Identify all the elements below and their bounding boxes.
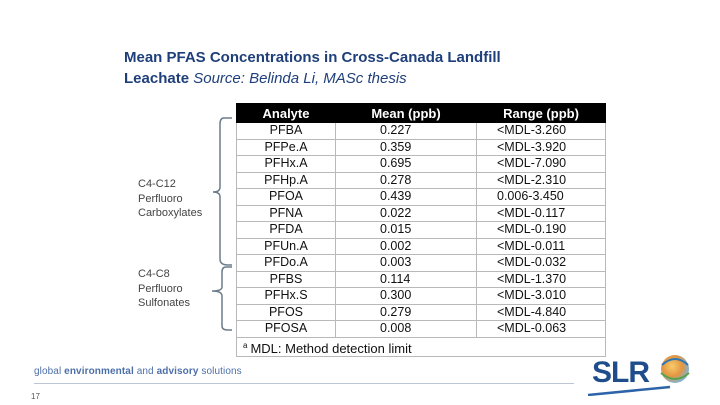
range-cell: <MDL-0.117 — [477, 205, 606, 222]
mean-cell: 0.278 — [336, 172, 477, 189]
mean-cell: 0.439 — [336, 189, 477, 206]
mean-cell: 0.015 — [336, 222, 477, 239]
carboxylates-line-1: C4-C12 — [138, 178, 176, 190]
range-cell: <MDL-0.032 — [477, 255, 606, 272]
header-mean: Mean (ppb) — [336, 104, 477, 123]
sulfonate-brace — [212, 267, 232, 330]
range-cell: <MDL-0.063 — [477, 321, 606, 338]
title-source: Source: Belinda Li, MASc thesis — [193, 70, 407, 87]
range-cell: <MDL-3.010 — [477, 288, 606, 305]
analyte-cell: PFHx.A — [237, 156, 336, 173]
carboxylates-line-3: Carboxylates — [138, 207, 203, 219]
mean-cell: 0.114 — [336, 271, 477, 288]
range-cell: <MDL-4.840 — [477, 304, 606, 321]
mean-cell: 0.008 — [336, 321, 477, 338]
range-cell: <MDL-1.370 — [477, 271, 606, 288]
range-cell: <MDL-7.090 — [477, 156, 606, 173]
tagline-part-2: and — [133, 366, 157, 377]
mean-cell: 0.003 — [336, 255, 477, 272]
footer-divider — [34, 383, 574, 384]
range-cell: <MDL-2.310 — [477, 172, 606, 189]
analyte-cell: PFPe.A — [237, 139, 336, 156]
analyte-cell: PFUn.A — [237, 238, 336, 255]
mean-cell: 0.227 — [336, 123, 477, 140]
footnote-marker: a — [243, 340, 248, 350]
mean-cell: 0.279 — [336, 304, 477, 321]
slr-logo-text: SLR — [592, 356, 649, 389]
analyte-cell: PFDA — [237, 222, 336, 239]
analyte-cell: PFHx.S — [237, 288, 336, 305]
sulfonates-line-2: Perfluoro — [138, 282, 183, 295]
range-cell: <MDL-3.920 — [477, 139, 606, 156]
analyte-cell: PFOSA — [237, 321, 336, 338]
carboxylates-label — [138, 177, 202, 221]
title-main: Mean PFAS Concentrations in Cross-Canada Landfill Leachate — [124, 49, 501, 87]
mean-cell: 0.002 — [336, 238, 477, 255]
mean-cell: 0.359 — [336, 139, 477, 156]
analyte-cell: PFDo.A — [237, 255, 336, 272]
header-range: Range (ppb) — [477, 104, 606, 123]
tagline-part-3: solutions — [198, 366, 242, 377]
range-cell: <MDL-3.260 — [477, 123, 606, 140]
mean-cell: 0.022 — [336, 205, 477, 222]
range-cell: <MDL-0.011 — [477, 238, 606, 255]
header-analyte: Analyte — [237, 104, 336, 123]
carboxylate-brace — [213, 118, 232, 265]
tagline-bold-1: environmental — [64, 366, 134, 377]
analyte-cell: PFHp.A — [237, 172, 336, 189]
range-cell: <MDL-0.190 — [477, 222, 606, 239]
analyte-cell: PFBA — [237, 123, 336, 140]
page-number: 17 — [31, 392, 40, 401]
footer-tagline — [34, 366, 242, 377]
footnote-text: MDL: Method detection limit — [250, 340, 412, 356]
analyte-cell: PFBS — [237, 271, 336, 288]
sulfonates-label — [138, 267, 190, 311]
analyte-cell: PFOS — [237, 304, 336, 321]
carboxylates-line-2: Perfluoro — [138, 192, 183, 205]
sulfonates-line-1: C4-C8 — [138, 268, 170, 280]
analyte-cell: PFNA — [237, 205, 336, 222]
tagline-part-1: global — [34, 366, 65, 377]
sulfonates-line-3: Sulfonates — [138, 297, 190, 309]
mean-cell: 0.300 — [336, 288, 477, 305]
analyte-cell: PFOA — [237, 189, 336, 206]
range-cell: 0.006-3.450 — [477, 189, 606, 206]
tagline-bold-2: advisory — [156, 366, 199, 377]
mean-cell: 0.695 — [336, 156, 477, 173]
